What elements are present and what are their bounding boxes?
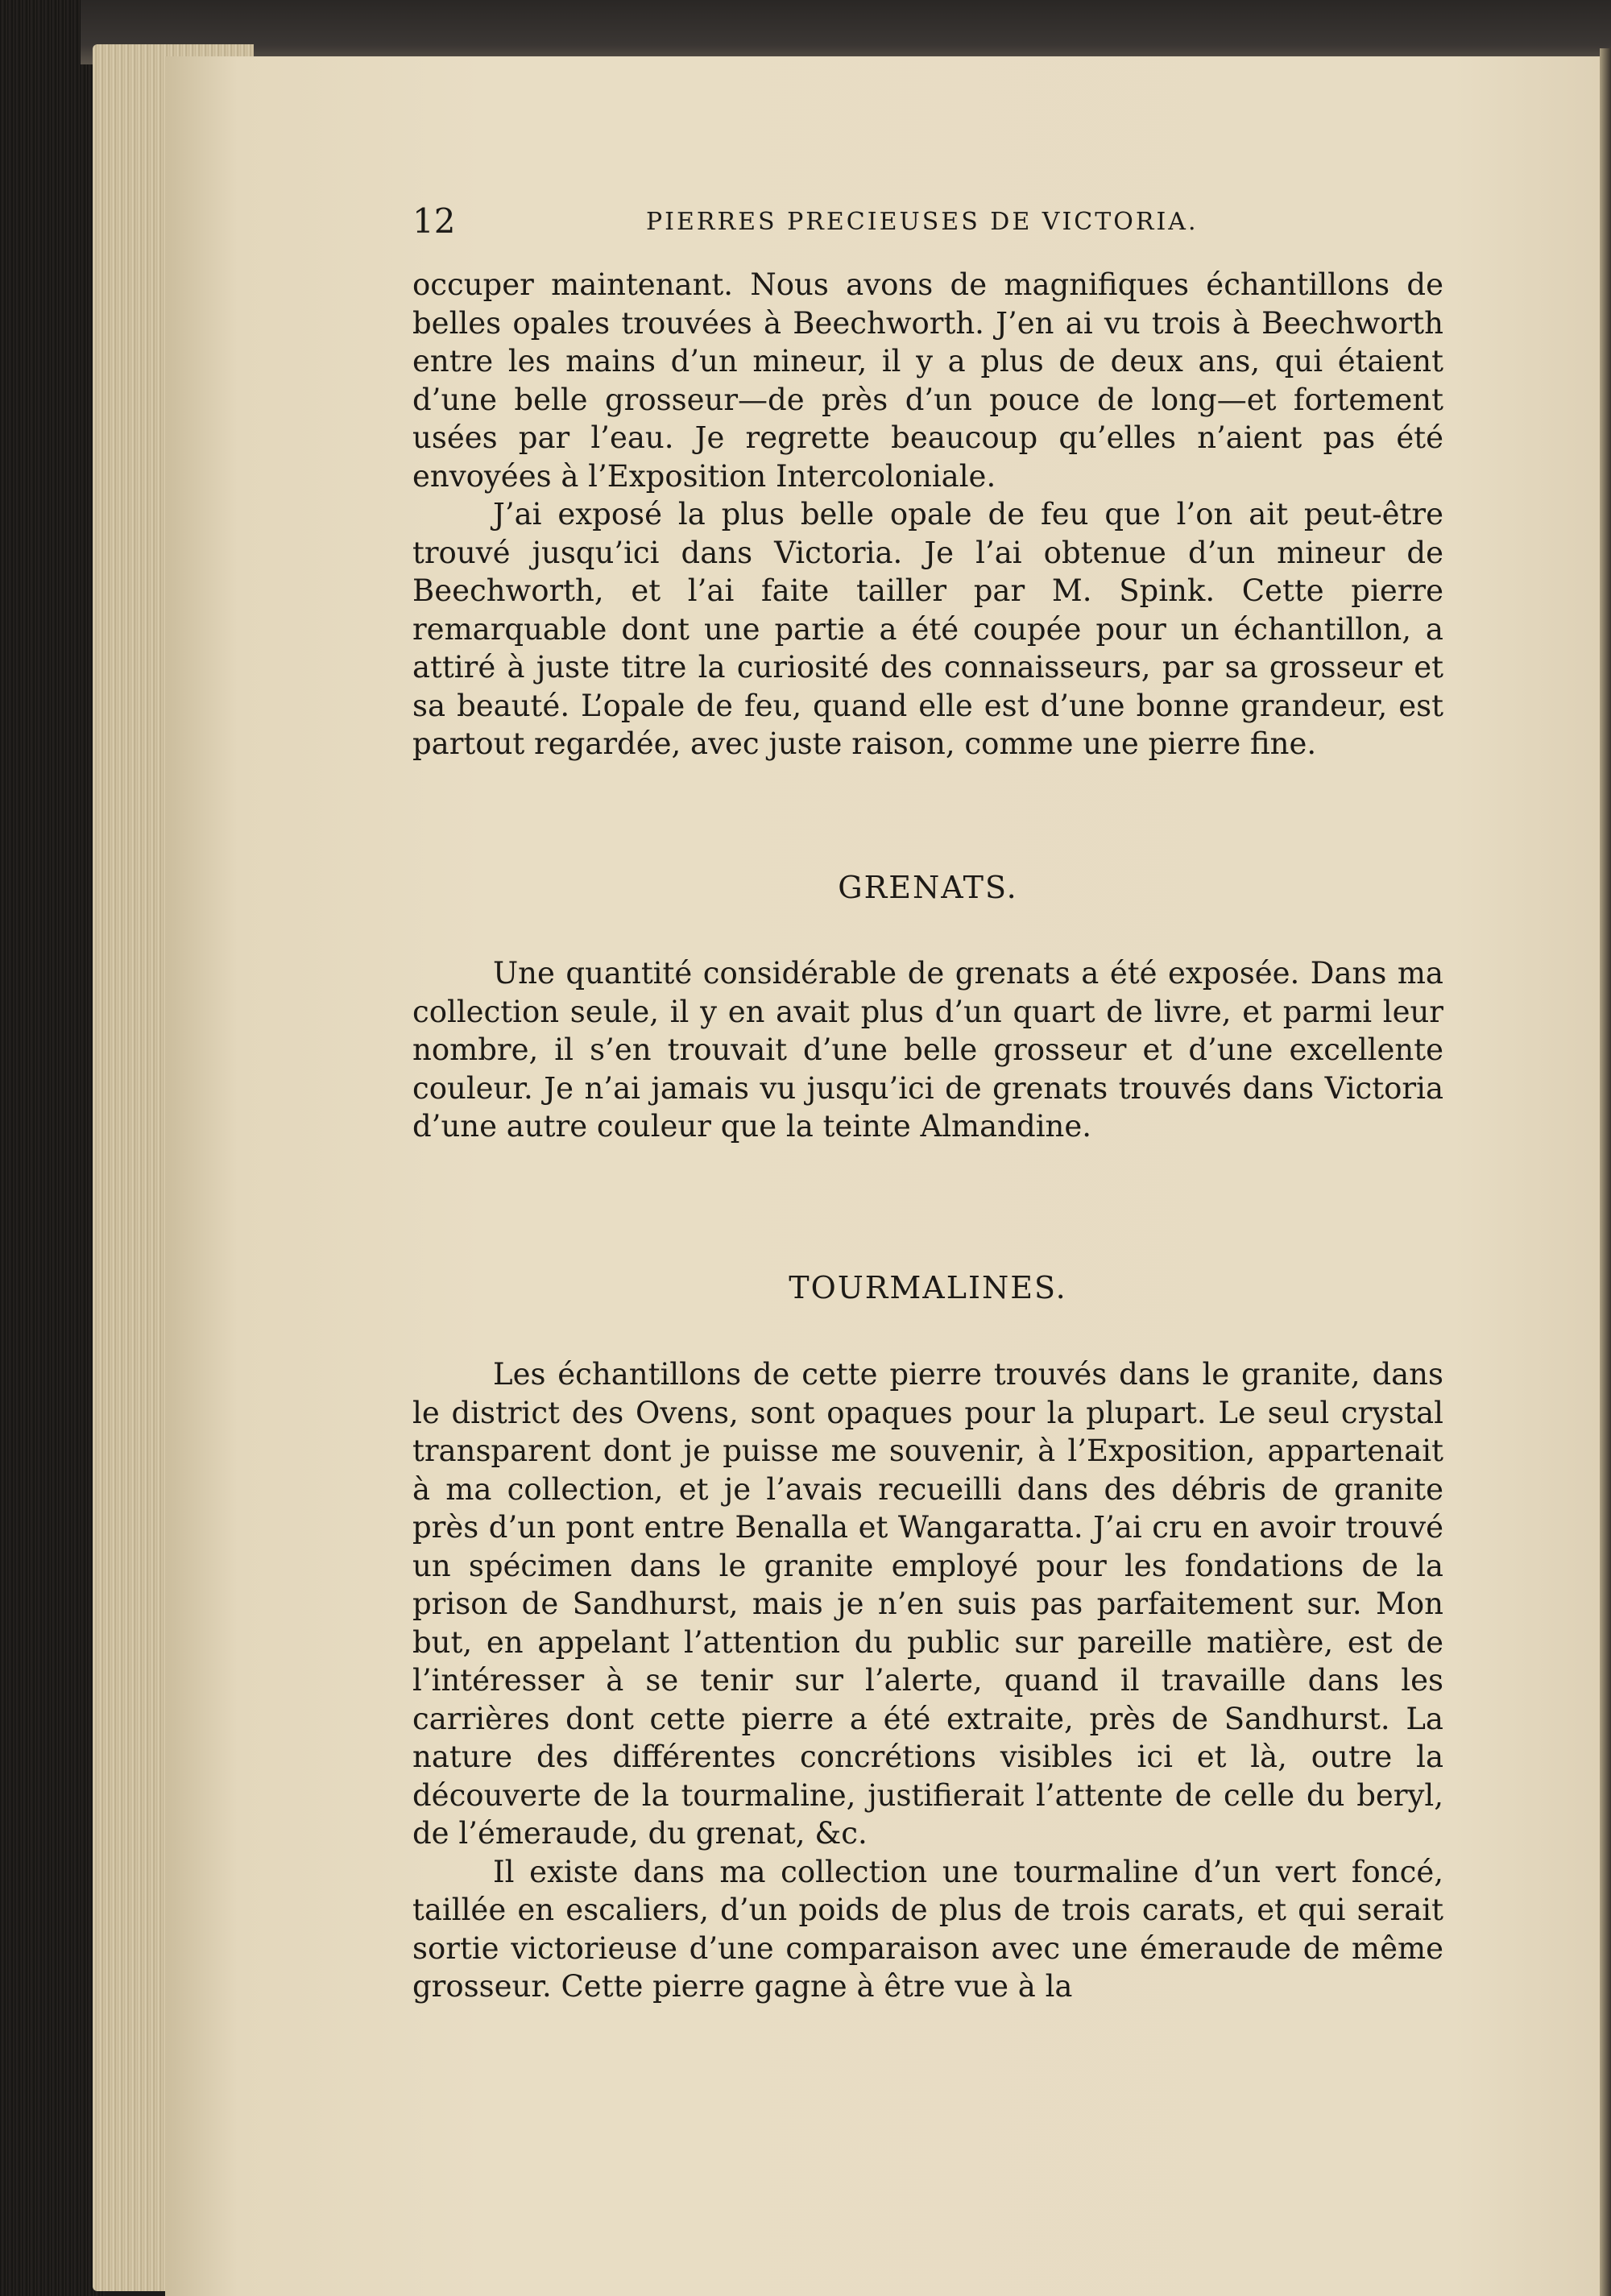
paragraph: Une quantité considérable de grenats a été exposée. Dans ma collection seule, il y en avait plus d’un quart de livre, et parmi leur nombre, il s’en trouvait d’une belle grosseur et d’une excellente couleur. Je n’ai jamais vu jusqu’ici de grenats trouvés dans Victoria d’une autre couleur que la teinte Almandine.	[412, 956, 1443, 1144]
book-binding	[0, 0, 105, 2296]
paragraph: occuper maintenant. Nous avons de magnifiques échantillons de belles opales trouvées à Beechworth. J’en ai vu trois à Beechworth entre les mains d’un mineur, il y a plus de deux ans, qui étaient d’une belle grosseur—de près d’un pouce de long—et fortement usées par l’eau. Je regrette beaucoup qu’elles n’aient pas été envoyées à l’Exposition Intercoloniale.	[412, 267, 1443, 494]
tourmalines-text-block	[412, 1355, 1443, 2006]
paragraph: J’ai exposé la plus belle opale de feu que l’on ait peut-être trouvé jusqu’ici dans Victoria. Je l’ai obtenue d’un mineur de Beechworth, et l’ai faite tailler par M. Spink. Cette pierre remarquable dont une partie a été coupée pour un échantillon, a attiré à juste titre la curiosité des connaisseurs, par sa grosseur et sa beauté. L’opale de feu, quand elle est d’une bonne grandeur, est partout regardée, avec juste raison, comme une pierre fine.	[412, 497, 1443, 761]
grenats-text-block	[412, 954, 1443, 1146]
paragraph: Il existe dans ma collection une tourmaline d’un vert foncé, taillée en escaliers, d’un poids de plus de trois carats, et qui serait sortie victorieuse d’une comparaison avec une émeraude de même grosseur. Cette pierre gagne à être vue à la	[412, 1854, 1443, 2004]
page-number: 12	[412, 201, 456, 241]
page-right-edge	[1600, 48, 1611, 2296]
opal-text-block	[412, 266, 1443, 763]
page-header	[412, 201, 1443, 250]
section-heading-grenats: GRENATS.	[838, 870, 1018, 905]
page-top-edge	[81, 0, 1611, 64]
section-heading-tourmalines: TOURMALINES.	[789, 1270, 1067, 1305]
running-title: PIERRES PRECIEUSES DE VICTORIA.	[646, 208, 1199, 236]
paragraph: Les échantillons de cette pierre trouvés dans le granite, dans le district des Ovens, sont opaques pour la plupart. Le seul crystal transparent dont je puisse me souvenir, à l’Exposition, appartenait à ma collection, et je l’avais recueilli dans des débris de granite près d’un pont entre Benalla et Wangaratta. J’ai cru en avoir trouvé un spécimen dans le granite employé pour les fondations de la prison de Sandhurst, mais je n’en suis pas parfaitement sur. Mon but, en appelant l’attention du public sur pareille matière, est de l’intéresser à se tenir sur l’alerte, quand il travaille dans les carrières dont cette pierre a été extraite, près de Sandhurst. La nature des différentes concrétions visibles ici et là, outre la découverte de la tourmaline, justifierait l’attente de celle du beryl, de l’émeraude, du grenat, &c.	[412, 1357, 1443, 1851]
